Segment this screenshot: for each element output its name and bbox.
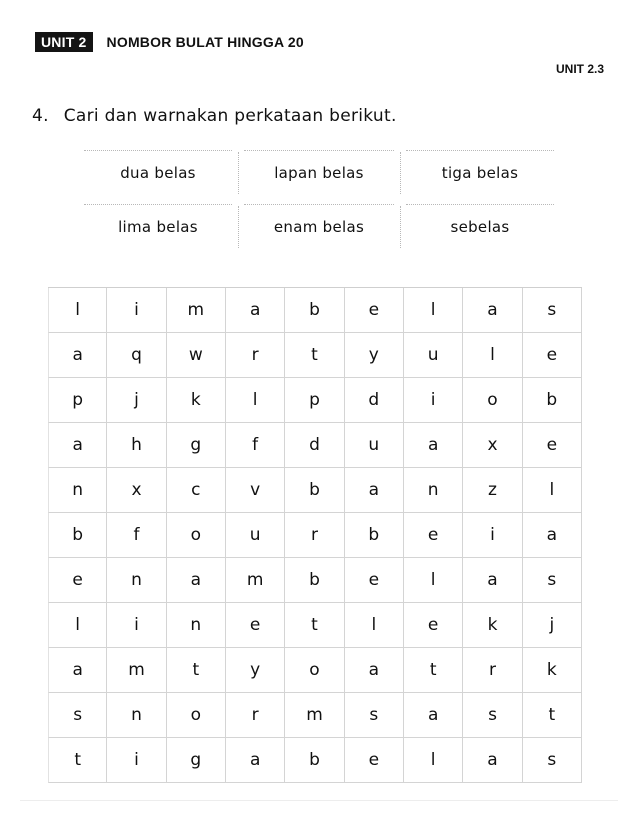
grid-cell[interactable]: e	[404, 603, 463, 648]
grid-cell[interactable]: e	[523, 423, 582, 468]
grid-cell[interactable]: e	[345, 738, 404, 783]
grid-cell[interactable]: l	[226, 378, 285, 423]
grid-cell[interactable]: s	[345, 693, 404, 738]
word-list	[78, 146, 560, 254]
grid-cell[interactable]: t	[167, 648, 226, 693]
grid-cell[interactable]: p	[285, 378, 344, 423]
grid-cell[interactable]: b	[285, 558, 344, 603]
grid-cell[interactable]: a	[345, 468, 404, 513]
grid-cell[interactable]: o	[167, 513, 226, 558]
unit-badge: UNIT 2	[35, 32, 93, 52]
grid-cell[interactable]: k	[167, 378, 226, 423]
grid-cell[interactable]: z	[463, 468, 522, 513]
grid-cell[interactable]: d	[285, 423, 344, 468]
grid-cell[interactable]: a	[404, 693, 463, 738]
grid-cell[interactable]: k	[463, 603, 522, 648]
grid-cell[interactable]: o	[285, 648, 344, 693]
word-item: dua belas	[78, 146, 238, 200]
grid-cell[interactable]: b	[285, 738, 344, 783]
grid-cell[interactable]: a	[48, 333, 107, 378]
grid-cell[interactable]: a	[226, 288, 285, 333]
grid-cell[interactable]: n	[107, 558, 166, 603]
grid-cell[interactable]: u	[404, 333, 463, 378]
grid-cell[interactable]: s	[523, 558, 582, 603]
grid-cell[interactable]: o	[167, 693, 226, 738]
grid-cell[interactable]: m	[285, 693, 344, 738]
grid-cell[interactable]: n	[167, 603, 226, 648]
grid-cell[interactable]: b	[48, 513, 107, 558]
grid-cell[interactable]: r	[463, 648, 522, 693]
grid-cell[interactable]: r	[285, 513, 344, 558]
grid-cell[interactable]: b	[523, 378, 582, 423]
grid-cell[interactable]: a	[463, 558, 522, 603]
instruction	[32, 106, 397, 126]
grid-cell[interactable]: k	[523, 648, 582, 693]
grid-cell[interactable]: t	[285, 333, 344, 378]
page-title: NOMBOR BULAT HINGGA 20	[106, 34, 304, 50]
grid-cell[interactable]: f	[226, 423, 285, 468]
header	[35, 32, 304, 52]
grid-cell[interactable]: t	[285, 603, 344, 648]
grid-cell[interactable]: t	[404, 648, 463, 693]
grid-cell[interactable]: o	[463, 378, 522, 423]
grid-cell[interactable]: p	[48, 378, 107, 423]
grid-cell[interactable]: s	[523, 738, 582, 783]
grid-cell[interactable]: f	[107, 513, 166, 558]
grid-cell[interactable]: l	[523, 468, 582, 513]
grid-cell[interactable]: l	[345, 603, 404, 648]
grid-cell[interactable]: x	[463, 423, 522, 468]
grid-cell[interactable]: t	[523, 693, 582, 738]
grid-cell[interactable]: g	[167, 423, 226, 468]
grid-cell[interactable]: e	[345, 288, 404, 333]
grid-cell[interactable]: a	[404, 423, 463, 468]
grid-cell[interactable]: n	[48, 468, 107, 513]
grid-cell[interactable]: a	[463, 738, 522, 783]
grid-cell[interactable]: u	[226, 513, 285, 558]
grid-cell[interactable]: y	[345, 333, 404, 378]
grid-cell[interactable]: y	[226, 648, 285, 693]
grid-cell[interactable]: i	[463, 513, 522, 558]
grid-cell[interactable]: c	[167, 468, 226, 513]
grid-cell[interactable]: a	[226, 738, 285, 783]
grid-cell[interactable]: t	[48, 738, 107, 783]
grid-cell[interactable]: e	[523, 333, 582, 378]
grid-cell[interactable]: r	[226, 333, 285, 378]
grid-cell[interactable]: a	[48, 423, 107, 468]
grid-cell[interactable]: a	[523, 513, 582, 558]
grid-cell[interactable]: l	[463, 333, 522, 378]
grid-cell[interactable]: a	[48, 648, 107, 693]
grid-cell[interactable]: i	[107, 288, 166, 333]
word-item: sebelas	[400, 200, 560, 254]
grid-cell[interactable]: a	[167, 558, 226, 603]
grid-cell[interactable]: r	[226, 693, 285, 738]
grid-cell[interactable]: n	[404, 468, 463, 513]
grid-cell[interactable]: i	[404, 378, 463, 423]
grid-cell[interactable]: e	[226, 603, 285, 648]
word-item: enam belas	[238, 200, 400, 254]
grid-cell[interactable]: d	[345, 378, 404, 423]
grid-cell[interactable]: n	[107, 693, 166, 738]
unit-code: UNIT 2.3	[555, 62, 604, 76]
grid-cell[interactable]: w	[167, 333, 226, 378]
grid-cell[interactable]: e	[48, 558, 107, 603]
grid-cell[interactable]: e	[404, 513, 463, 558]
instruction-text: Cari dan warnakan perkataan berikut.	[63, 106, 397, 126]
grid-cell[interactable]: l	[48, 288, 107, 333]
grid-cell[interactable]: e	[345, 558, 404, 603]
grid-cell[interactable]: l	[404, 558, 463, 603]
grid-cell[interactable]: x	[107, 468, 166, 513]
grid-cell[interactable]: b	[285, 288, 344, 333]
grid-cell[interactable]: s	[463, 693, 522, 738]
grid-cell[interactable]: s	[523, 288, 582, 333]
grid-cell[interactable]: q	[107, 333, 166, 378]
grid-cell[interactable]: l	[48, 603, 107, 648]
footer-divider	[20, 800, 618, 801]
word-item: lima belas	[78, 200, 238, 254]
grid-cell[interactable]: i	[107, 603, 166, 648]
grid-cell[interactable]: b	[285, 468, 344, 513]
grid-cell[interactable]: i	[107, 738, 166, 783]
grid-cell[interactable]: v	[226, 468, 285, 513]
grid-cell[interactable]: a	[463, 288, 522, 333]
grid-cell[interactable]: h	[107, 423, 166, 468]
word-item: lapan belas	[238, 146, 400, 200]
grid-cell[interactable]: s	[48, 693, 107, 738]
grid-cell[interactable]: u	[345, 423, 404, 468]
grid-cell[interactable]: j	[107, 378, 166, 423]
grid-cell[interactable]: l	[404, 738, 463, 783]
grid-cell[interactable]: m	[107, 648, 166, 693]
instruction-number: 4.	[32, 106, 49, 126]
grid-cell[interactable]: m	[226, 558, 285, 603]
grid-cell[interactable]: j	[523, 603, 582, 648]
grid-cell[interactable]: g	[167, 738, 226, 783]
word-item: tiga belas	[400, 146, 560, 200]
grid-cell[interactable]: l	[404, 288, 463, 333]
grid-cell[interactable]: b	[345, 513, 404, 558]
grid-cell[interactable]: m	[167, 288, 226, 333]
word-search-grid	[48, 287, 582, 783]
grid-cell[interactable]: a	[345, 648, 404, 693]
